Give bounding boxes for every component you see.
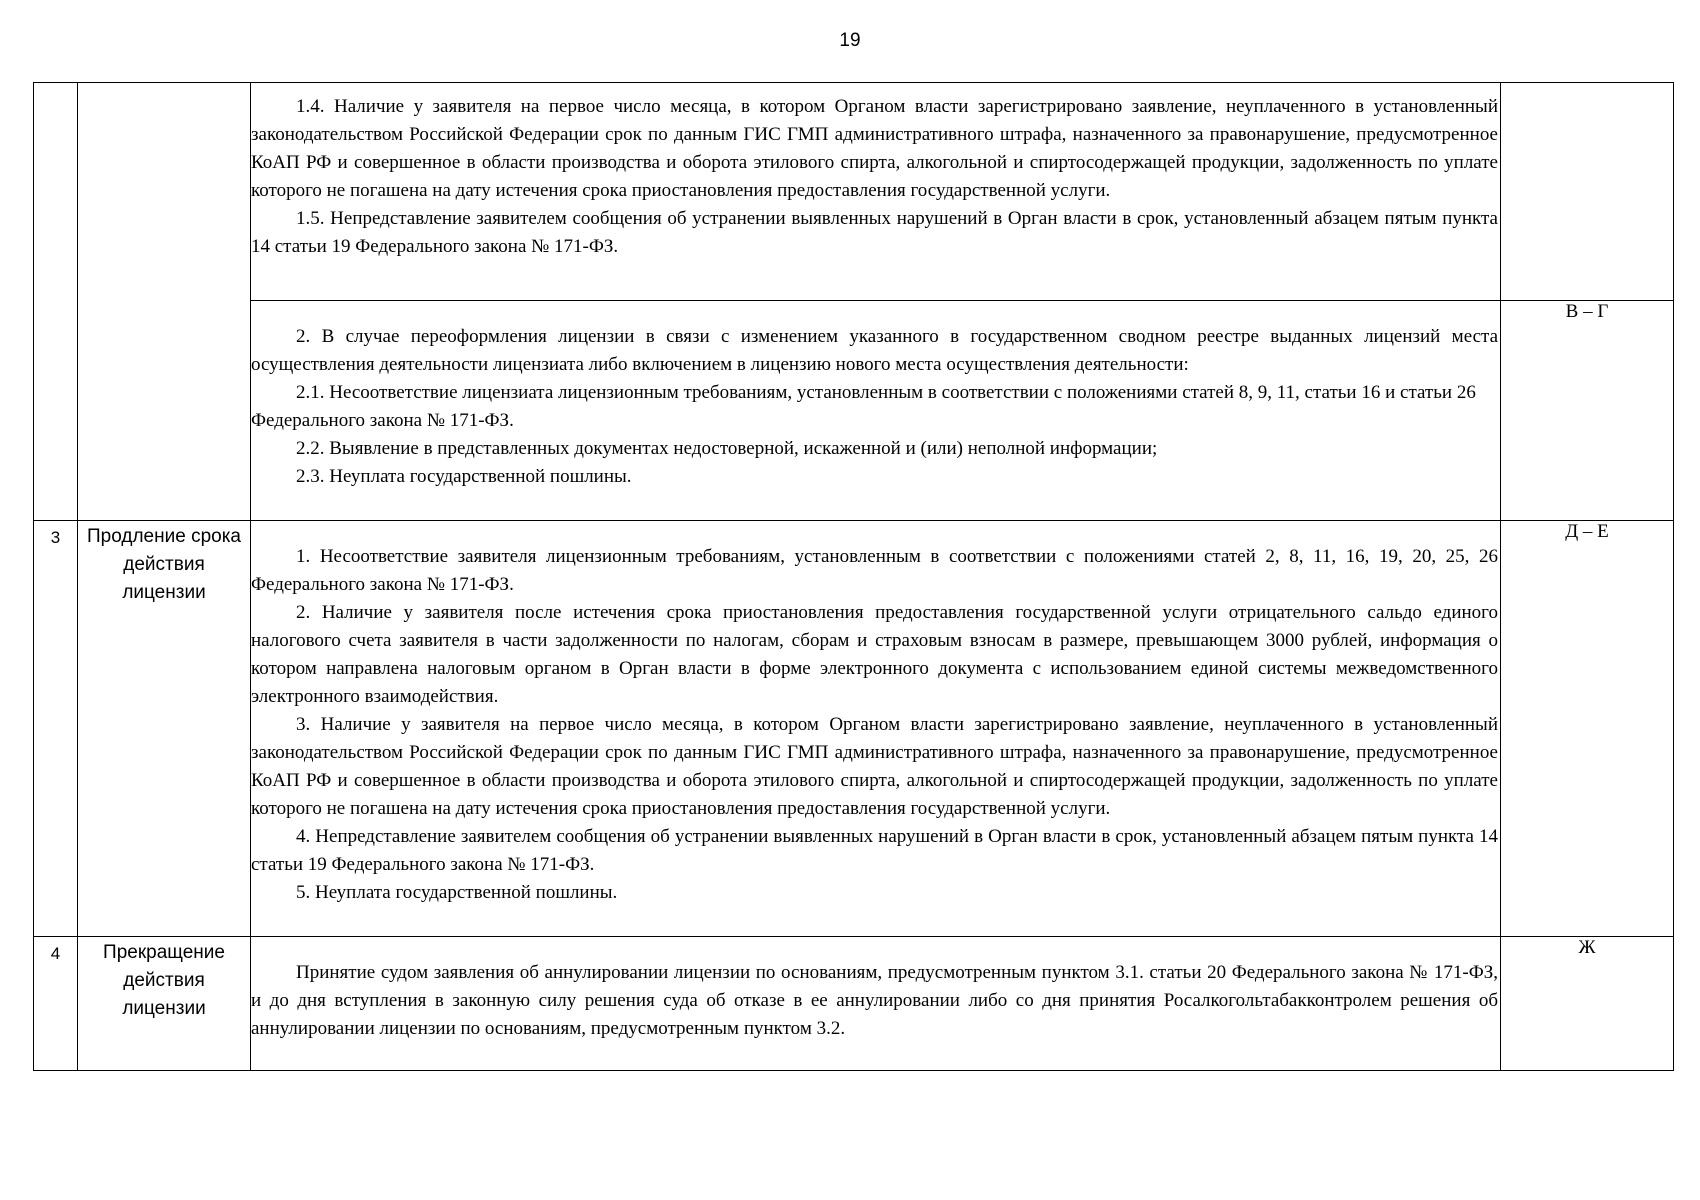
grounds-cell [251,301,1501,521]
page-number: 19 [839,30,861,51]
table-row [34,521,1674,937]
grounds-paragraph: 1.5. Непредставление заявителем сообщения об устранении выявленных нарушений в Орган власти в срок, установленный абзацем пятым пункта 14 статьи 19 Федерального закона № 171-ФЗ. [251,208,1498,257]
procedure-name-cell: Продление срока действия лицензии [78,521,251,937]
code-cell: Ж [1501,937,1674,1071]
grounds-paragraph: 2. Наличие у заявителя после истечения срока приостановления предоставления государственной услуги отрицательного сальдо единого налогового счета заявителя в части задолженности по налогам, сборам и страховым взносам в размере, превышающем 3000 рублей, информация о котором направлена налоговым органом в Орган власти в форме электронного документа с использованием единой системы межведомственного электронного взаимодействия. [251,602,1498,707]
row-number-cell: 3 [34,521,78,937]
procedure-name-cell [78,83,251,521]
grounds-paragraph: 2.1. Несоответствие лицензиата лицензионным требованиям, установленным в соответствии с положениями статей 8, 9, 11, статьи 16 и статьи 26 Федерального закона № 171-ФЗ. [251,382,1476,431]
grounds-paragraph: 3. Наличие у заявителя на первое число месяца, в котором Органом власти зарегистрировано заявление, неуплаченного в установленный законодательством Российской Федерации срок по данным ГИС ГМП административного штрафа, назначенного за правонарушение, предусмотренное КоАП РФ и совершенное в области производства и оборота этилового спирта, алкогольной и спиртосодержащей продукции, задолженность по уплате которого не погашена на дату истечения срока приостановления предоставления государственной услуги. [251,714,1498,819]
grounds-paragraph: 2. В случае переоформления лицензии в связи с изменением указанного в государственном сводном реестре выданных лицензий места осуществления деятельности лицензиата либо включением в лицензию нового места осуществления деятельности: [251,326,1498,375]
grounds-paragraph: 5. Неуплата государственной пошлины. [296,882,618,903]
procedure-name-cell: Прекращение действия лицензии [78,937,251,1071]
row-number-cell: 4 [34,937,78,1071]
grounds-paragraph: 2.2. Выявление в представленных документах недостоверной, искаженной и (или) неполной информации; [296,438,1158,459]
grounds-paragraph: Принятие судом заявления об аннулировании лицензии по основаниям, предусмотренным пунктом 3.1. статьи 20 Федерального закона № 171-ФЗ, и до дня вступления в законную силу решения суда об отказе в ее аннулировании либо со дня принятия Росалкогольтабакконтролем решения об аннулировании лицензии по основаниям, предусмотренным пунктом 3.2. [251,962,1498,1039]
table-row [34,937,1674,1071]
grounds-paragraph: 1. Несоответствие заявителя лицензионным требованиям, установленным в соответствии с положениями статей 2, 8, 11, 16, 19, 20, 25, 26 Федерального закона № 171-ФЗ. [251,546,1498,595]
grounds-cell [251,83,1501,301]
code-cell: Д – Е [1501,521,1674,937]
grounds-cell [251,937,1501,1071]
grounds-paragraph: 4. Непредставление заявителем сообщения об устранении выявленных нарушений в Орган власти в срок, установленный абзацем пятым пункта 14 статьи 19 Федерального закона № 171-ФЗ. [251,826,1498,875]
code-cell [1501,83,1674,301]
code-cell: В – Г [1501,301,1674,521]
grounds-cell [251,521,1501,937]
table-row [34,301,1674,521]
row-number-cell [34,83,78,521]
grounds-paragraph: 1.4. Наличие у заявителя на первое число месяца, в котором Органом власти зарегистрировано заявление, неуплаченного в установленный законодательством Российской Федерации срок по данным ГИС ГМП административного штрафа, назначенного за правонарушение, предусмотренное КоАП РФ и совершенное в области производства и оборота этилового спирта, алкогольной и спиртосодержащей продукции, задолженность по уплате которого не погашена на дату истечения срока приостановления предоставления государственной услуги. [251,96,1498,201]
grounds-paragraph: 2.3. Неуплата государственной пошлины. [296,466,632,487]
grounds-table [33,82,1674,1071]
table-row [34,83,1674,301]
